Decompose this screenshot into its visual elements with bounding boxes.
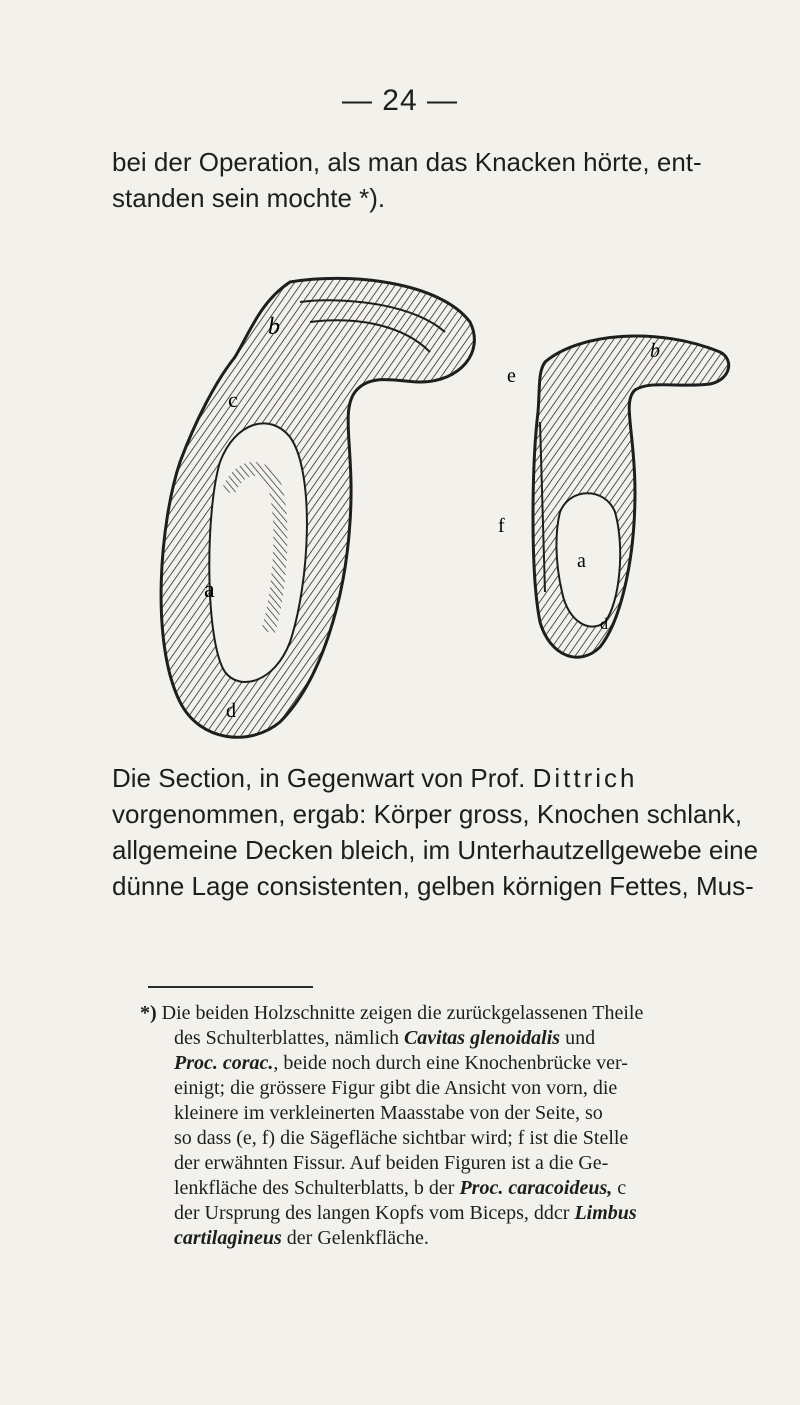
figure-label-f: f xyxy=(498,515,505,537)
footnote-line: Proc. corac., beide noch durch eine Knochenbrücke ver- xyxy=(174,1052,628,1074)
top-paragraph xyxy=(112,144,747,216)
figure-label-b-small: b xyxy=(650,340,660,362)
footnote-line: einigt; die grössere Figur gibt die Ansicht von vorn, die xyxy=(174,1077,618,1099)
figure-label-e: e xyxy=(507,365,516,387)
figure-label-a-small: a xyxy=(577,550,586,572)
figure-label-b: b xyxy=(268,314,280,340)
text-line: Die Section, in Gegenwart von Prof. Dittrich xyxy=(112,763,638,793)
large-figure-front-view xyxy=(161,278,474,737)
text-line: allgemeine Decken bleich, im Unterhautzellgewebe eine xyxy=(112,835,759,865)
footnote-divider xyxy=(148,986,313,988)
figure-label-d: d xyxy=(226,700,236,722)
text-line: bei der Operation, als man das Knacken hörte, ent- xyxy=(112,147,702,177)
figure-label-c: c xyxy=(228,387,238,412)
page-number: — 24 — xyxy=(341,84,459,117)
footnote-line: so dass (e, f) die Sägefläche sichtbar wird; f ist die Stelle xyxy=(174,1127,629,1149)
footnote-line: *) Die beiden Holzschnitte zeigen die zurückgelassenen Theile xyxy=(140,1002,644,1024)
figure-label-d-small: d xyxy=(600,616,608,633)
footnote-line: kleinere im verkleinerten Maasstabe von der Seite, so xyxy=(174,1102,603,1124)
footnote-line: der Ursprung des langen Kopfs vom Biceps, ddcr Limbus xyxy=(174,1202,637,1224)
scapula-woodcut-figures xyxy=(140,262,740,762)
small-figure-side-view xyxy=(533,336,729,657)
text-line: dünne Lage consistenten, gelben körnigen Fettes, Mus- xyxy=(112,871,754,901)
text-line: standen sein mochte *). xyxy=(112,183,386,213)
section-paragraph xyxy=(112,760,759,904)
footnote-line: lenkfläche des Schulterblatts, b der Proc. caracoideus, c xyxy=(174,1177,627,1199)
footnote-line: cartilagineus der Gelenkfläche. xyxy=(174,1227,429,1249)
footnote xyxy=(140,1001,755,1251)
footnote-line: des Schulterblattes, nämlich Cavitas glenoidalis und xyxy=(174,1027,596,1049)
footnote-line: der erwähnten Fissur. Auf beiden Figuren ist a die Ge- xyxy=(174,1152,609,1174)
figure-label-a: a xyxy=(204,577,215,603)
name-dittrich: Dittrich xyxy=(532,763,638,793)
text-line: vorgenommen, ergab: Körper gross, Knochen schlank, xyxy=(112,799,743,829)
